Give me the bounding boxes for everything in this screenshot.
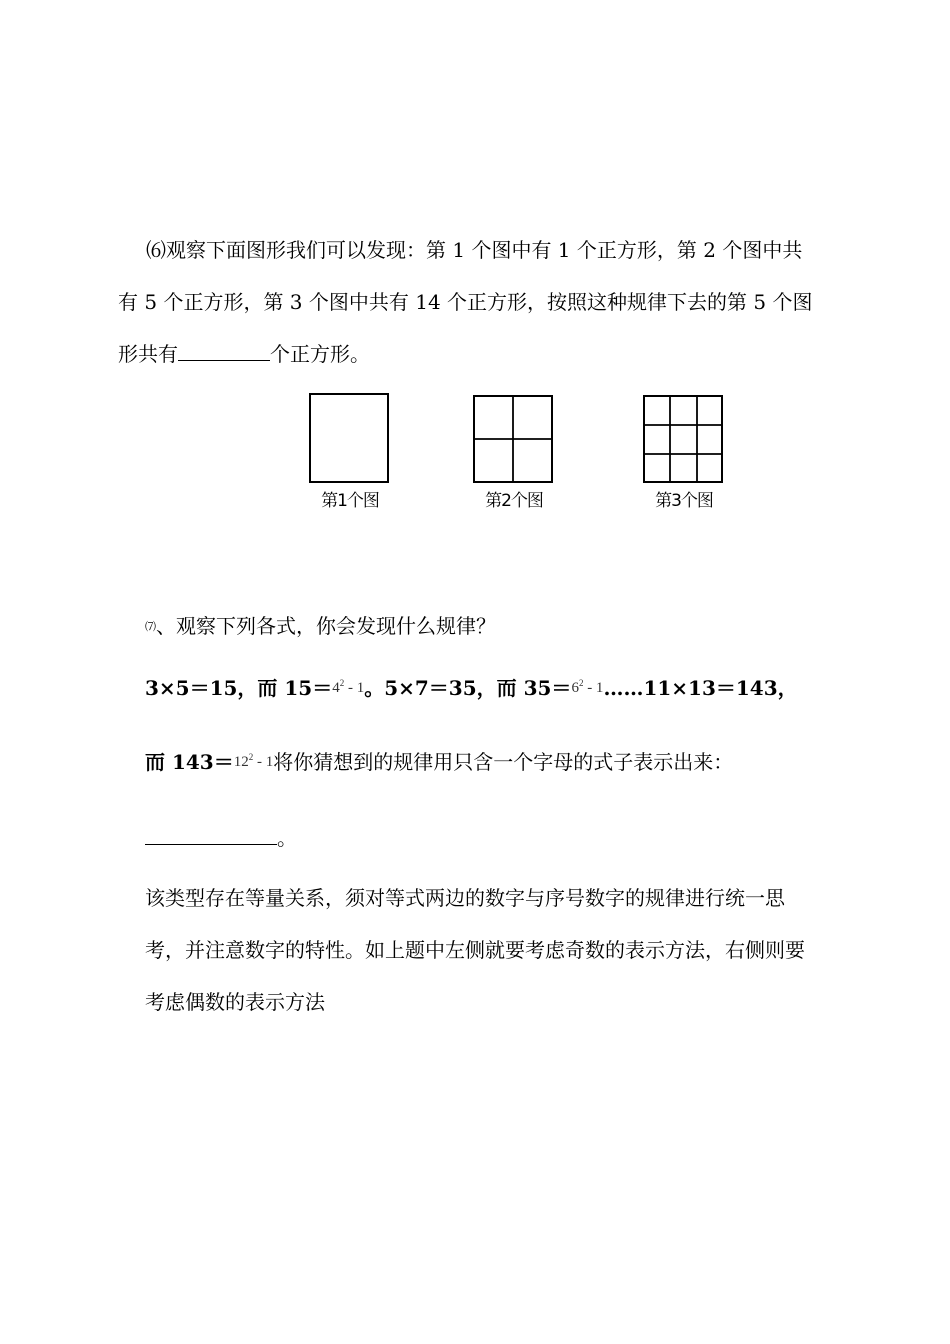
eq2-part-a: 而 143＝: [145, 750, 234, 774]
formula-4sq-minus-1: $4^2 - 1$: [332, 678, 365, 696]
figure-3-grid: [642, 394, 726, 486]
eq2-part-b: 将你猜想到的规律用只含一个字母的式子表示出来：: [273, 750, 734, 774]
equation-line-2: [145, 746, 733, 775]
answer-blank-2[interactable]: [145, 822, 277, 845]
figure-2-grid: [472, 394, 556, 486]
figure-row: [0, 390, 950, 520]
eq-part-b: 。5×7＝35，而 35＝: [364, 676, 572, 700]
formula-6sq-minus-1: $6^2 - 1$: [571, 678, 604, 696]
question-6: [118, 224, 818, 380]
answer-blank[interactable]: [178, 338, 270, 361]
answer-line: [145, 822, 297, 851]
explanation-notes: 该类型存在等量关系，须对等式两边的数字与序号数字的规律进行统一思考，并注意数字的特性。如上题中左侧就要考虑奇数的表示方法，右侧则要考虑偶数的表示方法: [145, 886, 805, 1014]
eq-part-a: 3×5＝15，而 15＝: [145, 676, 333, 700]
question-7-title-text: 、观察下列各式，你会发现什么规律？: [156, 614, 496, 638]
figure-3-caption: 第3个图: [655, 491, 713, 511]
figure-1: [308, 392, 392, 511]
equation-line-1: [145, 672, 798, 701]
figure-2: [472, 394, 556, 511]
figure-1-caption: 第1个图: [321, 491, 379, 511]
question-6-text: ⑹观察下面图形我们可以发现：第 1 个图中有 1 个正方形，第 2 个图中共有 5 个正方形，第 3 个图中共有 14 个正方形，按照这种规律下去的第 5 个图形共有: [118, 238, 813, 366]
answer-end-mark: 。: [277, 826, 297, 850]
figure-2-caption: 第2个图: [485, 491, 543, 511]
formula-12sq-minus-1: $12^2 - 1$: [233, 752, 274, 770]
figure-3: [642, 394, 726, 511]
question-7-number: ⑺: [145, 620, 156, 633]
question-7-title: [145, 610, 496, 639]
figure-1-grid: [308, 392, 392, 486]
eq-part-c: ……11×13＝143，: [603, 676, 798, 700]
question-6-tail: 个正方形。: [270, 342, 370, 366]
